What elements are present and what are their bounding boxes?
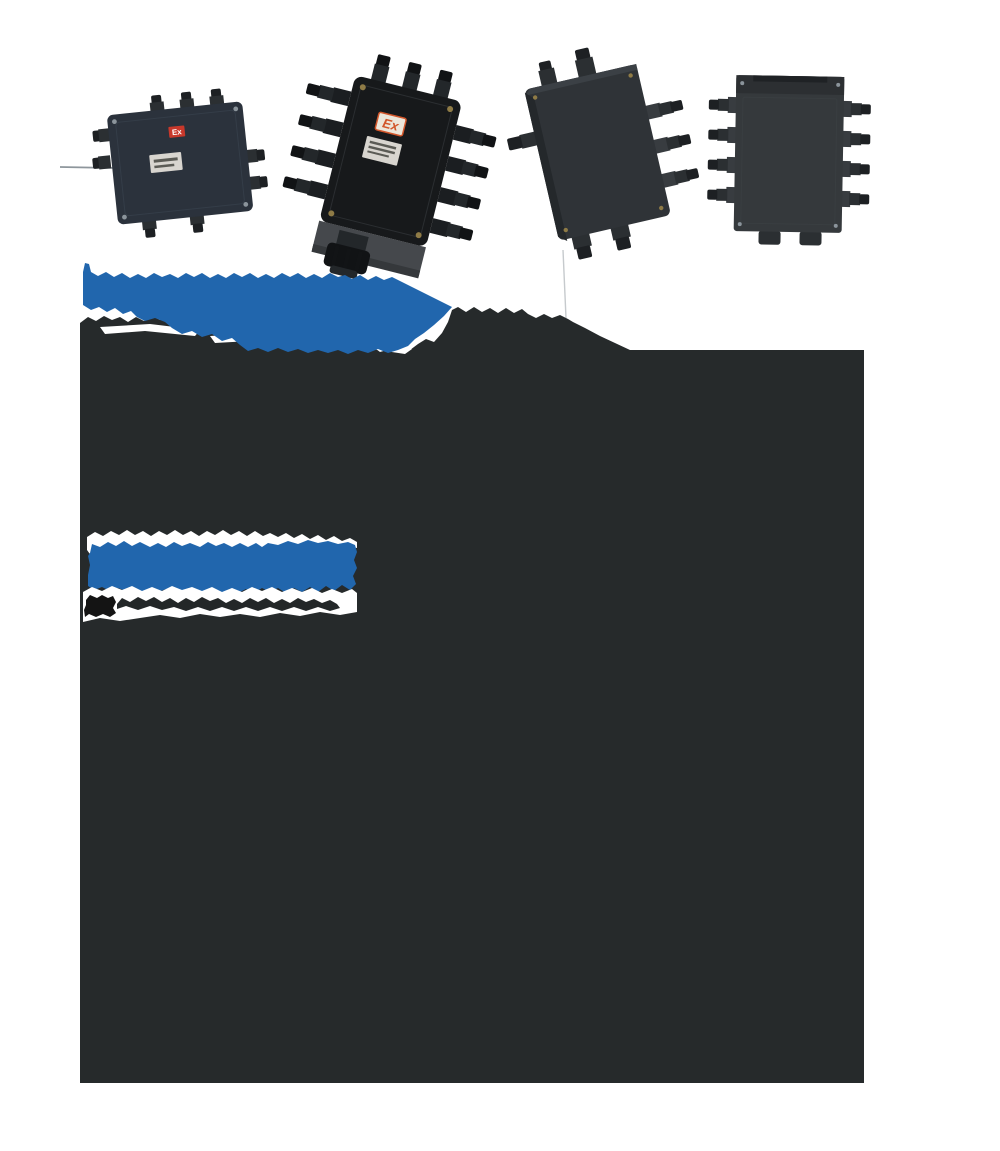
- ex-badge-text: Ex: [171, 127, 183, 138]
- product-photo-4: [706, 75, 871, 247]
- ex-badge-text: Ex: [381, 115, 401, 134]
- spec-label: [149, 152, 183, 173]
- cable-gland-group-bottom: [758, 230, 821, 245]
- photo3-cord: [563, 250, 566, 318]
- cable-gland-group-left: [707, 97, 737, 203]
- cable-gland-group-right: [841, 101, 871, 207]
- highlight-text-blob: [88, 540, 357, 594]
- cable-gland-group-left: [507, 131, 538, 151]
- body-text-blob: [80, 307, 864, 1083]
- product-photo-2: [265, 39, 509, 304]
- product-photo-1: [86, 84, 272, 242]
- product-photo-3: [491, 30, 712, 270]
- ex-mark-blob: [84, 595, 116, 617]
